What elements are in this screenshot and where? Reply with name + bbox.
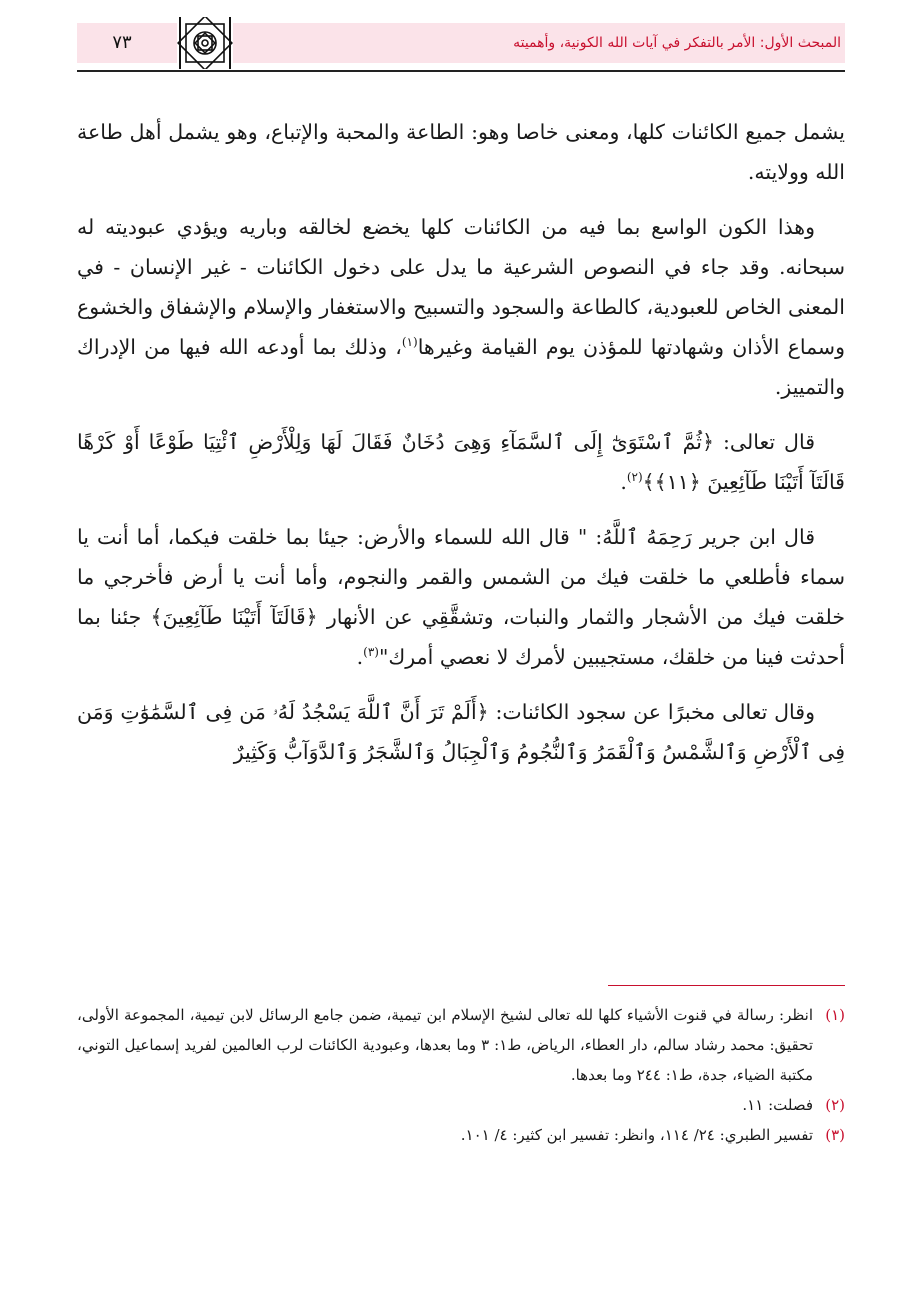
- geometric-star-ornament-icon: [177, 17, 233, 69]
- paragraph-tail: ، وذلك بما أودعه الله فيها من الإدراك والتمييز.: [77, 335, 845, 399]
- paragraph-text: وقال تعالى مخبرًا عن سجود الكائنات: ﴿أَلَمْ تَرَ أَنَّ ٱللَّهَ يَسْجُدُ لَهُۥ مَن فِى ٱلسَّمَٰوَٰتِ وَمَن فِى ٱلْأَرْضِ وَٱلشَّمْسُ وَٱلْقَمَرُ وَٱلنُّجُومُ وَٱلْجِبَالُ وَٱلشَّجَرُ وَٱلدَّوَآبُّ وَكَثِيرٌ: [77, 700, 845, 764]
- footnotes: [77, 1000, 845, 1150]
- paragraph-text: يشمل جميع الكائنات كلها، ومعنى خاصا وهو: الطاعة والمحبة والإتباع، وهو يشمل أهل طاعة الله وولايته.: [77, 120, 845, 184]
- footnote-ref[interactable]: (٢): [626, 470, 643, 485]
- paragraph: [77, 422, 845, 502]
- footnote-number: (٢): [825, 1096, 845, 1114]
- footnote-text: تفسير الطبري: ٢٤/ ١١٤، وانظر: تفسير ابن كثير: ٤/ ١٠١.: [460, 1126, 813, 1144]
- main-text: [77, 112, 845, 787]
- footnote-ref[interactable]: (١): [401, 335, 418, 350]
- paragraph: [77, 112, 845, 192]
- footnote-text: فصلت: ١١.: [742, 1096, 813, 1114]
- footnote: [77, 1090, 845, 1120]
- page-header: [77, 17, 845, 69]
- paragraph: [77, 517, 845, 677]
- header-rule: [77, 70, 845, 72]
- page-number: ٧٣: [112, 32, 132, 53]
- footnote: [77, 1120, 845, 1150]
- footnote: [77, 1000, 845, 1090]
- paragraph-text: قال ابن جرير رَحِمَهُ ٱللَّهُ: " قال الله للسماء والأرض: جيئا بما خلقت فيكما، أما أنت يا سماء فأطلعي ما خلقت فيك من الشمس والقمر والنجوم، وأما أنت يا أرض فأخرجي ما خلقت فيك من الأشجار والثمار والنبات، وتشقَّقِي عن الأنهار ﴿قَالَتَآ أَتَيْنَا طَآئِعِينَ﴾ جئنا بما أحدثت فينا من خلقك، مستجيبين لأمرك لا نعصي أمرك": [77, 525, 845, 669]
- paragraph: [77, 207, 845, 407]
- paragraph-tail: .: [620, 470, 627, 494]
- footnote-text: انظر: رسالة في قنوت الأشياء كلها لله تعالى لشيخ الإسلام ابن تيمية، ضمن جامع الرسائل لابن تيمية، المجموعة الأولى، تحقيق: محمد رشاد سالم، دار العطاء، الرياض، ط١: ٣ وما بعدها، وعبودية الكائنات لرب العالمين لفريد إسماعيل التوني، مكتبة الضياء، جدة، ط١: ٢٤٤ وما بعدها.: [77, 1006, 813, 1084]
- footnote-number: (٣): [825, 1126, 845, 1144]
- paragraph-text: قال تعالى: ﴿ثُمَّ ٱسْتَوَىٰٓ إِلَى ٱلسَّمَآءِ وَهِىَ دُخَانٌ فَقَالَ لَهَا وَلِلْأَرْضِ ٱئْتِيَا طَوْعًا أَوْ كَرْهًا قَالَتَآ أَتَيْنَا طَآئِعِينَ ﴿١١﴾﴾: [77, 430, 845, 494]
- paragraph-text: وهذا الكون الواسع بما فيه من الكائنات كلها يخضع لخالقه وباريه ويؤدي عبوديته له سبحانه. وقد جاء في النصوص الشرعية ما يدل على دخول الكائنات - غير الإنسان - في المعنى الخاص للعبودية، كالطاعة والسجود والتسبيح والاستغفار والإسلام والإشفاق والخشوع وسماع الأذان وشهادتها للمؤذن يوم القيامة وغيرها: [77, 215, 846, 359]
- footnote-separator: [608, 985, 845, 986]
- paragraph-tail: .: [356, 645, 364, 669]
- chapter-title: المبحث الأول: الأمر بالتفكر في آيات الله الكونية، وأهميته: [513, 35, 841, 51]
- footnote-number: (١): [825, 1006, 845, 1024]
- footnote-ref[interactable]: (٣): [363, 645, 379, 660]
- paragraph: [77, 692, 845, 772]
